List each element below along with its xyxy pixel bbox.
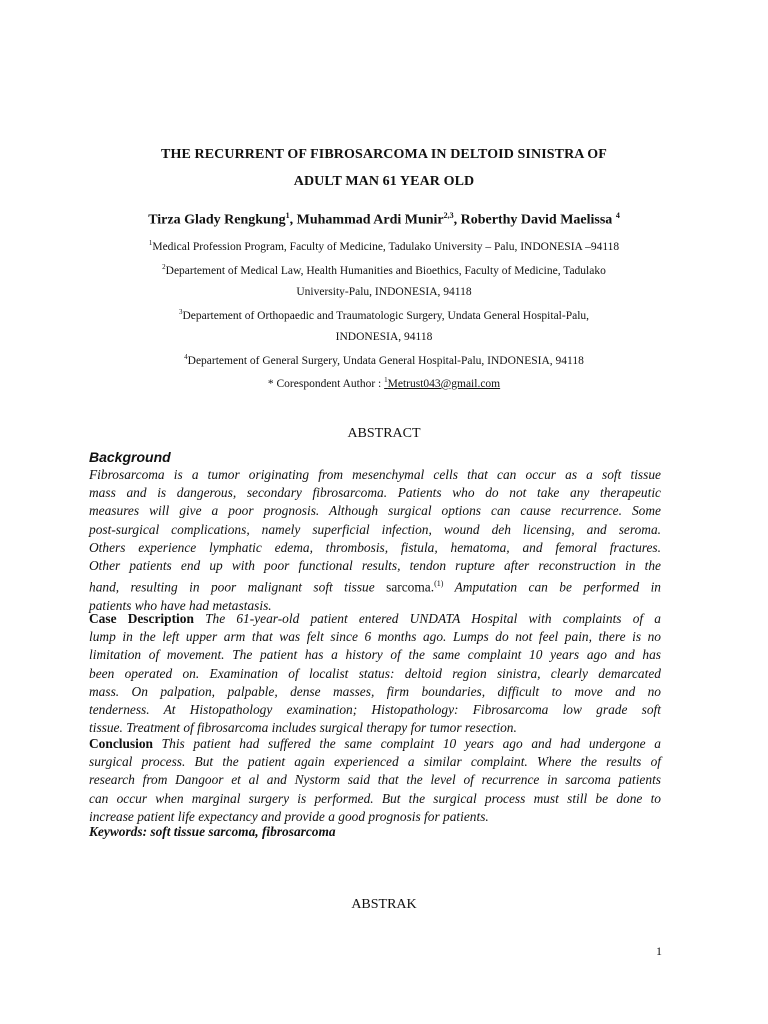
author-name: Roberthy David Maelissa [460, 212, 616, 228]
paper-title-line-2: ADULT MAN 61 YEAR OLD [293, 174, 475, 189]
paragraph-line [89, 575, 661, 597]
affiliation-mark: 3 [178, 308, 183, 316]
paper-title-line-1: THE RECURRENT OF FIBROSARCOMA IN DELTOID SINISTRA OF [161, 147, 607, 162]
case-description-label: Case Description [89, 611, 194, 626]
page-number: 1 [656, 944, 662, 958]
paragraph-line: increase patient life expectancy and provide a good prognosis for patients. [89, 808, 489, 824]
author-separator: , [289, 212, 297, 228]
paragraph-line: research from Dangoor et al and Nystorm said that the level of recurrence in sarcoma patients [89, 772, 661, 788]
paragraph-line: post-surgical complications, namely superficial infection, wound deh licensing, and seroma. [89, 521, 661, 537]
paragraph-line: Fibrosarcoma is a tumor originating from mesenchymal cells that can occur as a soft tissue [89, 467, 661, 482]
paragraph-line [89, 735, 661, 753]
paragraph-line: patients who have had metastasis. [89, 597, 272, 613]
abstract-heading: ABSTRACT [347, 426, 421, 441]
citation-mark: (1) [434, 579, 444, 589]
paragraph-text: This patient had suffered the same complaint 10 years ago and had undergone a [153, 736, 661, 751]
affiliation-mark: 2 [162, 263, 166, 271]
conclusion-paragraph [89, 735, 661, 826]
author-separator: , [453, 212, 461, 228]
affiliation-1 [0, 239, 768, 253]
paragraph-line: limitation of movement. The patient has a history of the same complaint 10 years ago and has [89, 647, 661, 663]
paragraph-line: Others experience lymphatic edema, thrombosis, fistula, hematoma, and femoral fractures. [89, 539, 661, 555]
author-affiliation-mark: 4 [615, 211, 620, 220]
paragraph-line: mass. On palpation, palpable, dense masses, firm boundaries, difficult to move and no [89, 683, 661, 699]
affiliation-text: Departement of General Surgery, Undata General Hospital-Palu, INDONESIA, 94118 [187, 354, 584, 367]
paragraph-line [89, 610, 661, 628]
affiliation-mark: 1 [148, 239, 153, 247]
affiliation-2-continued: University-Palu, INDONESIA, 94118 [296, 286, 472, 298]
abstrak-heading: ABSTRAK [351, 897, 417, 912]
paragraph-line: mass and is dangerous, secondary fibrosarcoma. Patients who do not take any therapeutic [89, 485, 661, 501]
paragraph-text-upright: sarcoma. [386, 579, 435, 595]
affiliation-text: Medical Profession Program, Faculty of Medicine, Tadulako University – Palu, INDONESIA –94118 [152, 240, 620, 253]
corresponding-email[interactable]: Metrust043@gmail.com [387, 377, 501, 390]
paragraph-line: Other patients end up with poor functional results, tendon rupture after reconstruction in the [89, 558, 661, 574]
background-heading: Background [89, 449, 171, 465]
affiliation-text: Departement of Medical Law, Health Humanities and Bioethics, Faculty of Medicine, Tadulako [165, 264, 606, 277]
affiliation-mark: 4 [184, 353, 188, 361]
paragraph-line: measures will give a poor prognosis. Although surgical options can cause recurrence. Some [89, 503, 661, 519]
affiliation-2 [0, 263, 768, 277]
paragraph-line: surgical process. But the patient again experienced a similar complaint. Where the results of [89, 754, 661, 770]
paragraph-line: tissue. Treatment of fibrosarcoma includes surgical therapy for tumor resection. [89, 720, 517, 736]
affiliation-text: Departement of Orthopaedic and Traumatologic Surgery, Undata General Hospital-Palu, [182, 309, 590, 322]
paragraph-text: The 61-year-old patient entered UNDATA Hospital with complaints of a [193, 611, 661, 626]
author-name: Muhammad Ardi Munir [296, 212, 444, 228]
author-name: Tirza Glady Rengkung [148, 212, 286, 228]
author-list [0, 211, 768, 229]
conclusion-label: Conclusion [89, 736, 153, 751]
corresponding-author [0, 376, 768, 390]
paragraph-line: lump in the left upper arm that was felt since 6 months ago. Lumps do not feel pain, there is no [89, 629, 661, 645]
author-affiliation-mark: 1 [285, 211, 290, 220]
affiliation-4 [0, 353, 768, 367]
paragraph-line: been operated on. Examination of localist status: deltoid region sinistra, clearly demarcated [89, 665, 661, 681]
paragraph-text: Amputation can be performed in [443, 579, 661, 595]
author-affiliation-mark: 2,3 [443, 211, 454, 220]
corresponding-email-link[interactable] [384, 378, 500, 390]
background-paragraph [89, 466, 661, 615]
affiliation-3-continued: INDONESIA, 94118 [335, 331, 433, 343]
corresponding-author-label: * Corespondent Author : [267, 377, 385, 390]
keywords-line: Keywords: soft tissue sarcoma, fibrosarcoma [89, 824, 336, 839]
paragraph-text: hand, resulting in poor malignant soft tissue [89, 579, 387, 595]
affiliation-3 [0, 308, 768, 322]
email-affiliation-mark: 1 [384, 376, 388, 384]
case-description-paragraph [89, 610, 661, 737]
paragraph-line: tenderness. At Histopathology examination; Histopathology: Fibrosarcoma low grade soft [89, 702, 661, 718]
paragraph-line: can occur when marginal surgery is performed. But the surgical process must still be done to [89, 790, 661, 806]
